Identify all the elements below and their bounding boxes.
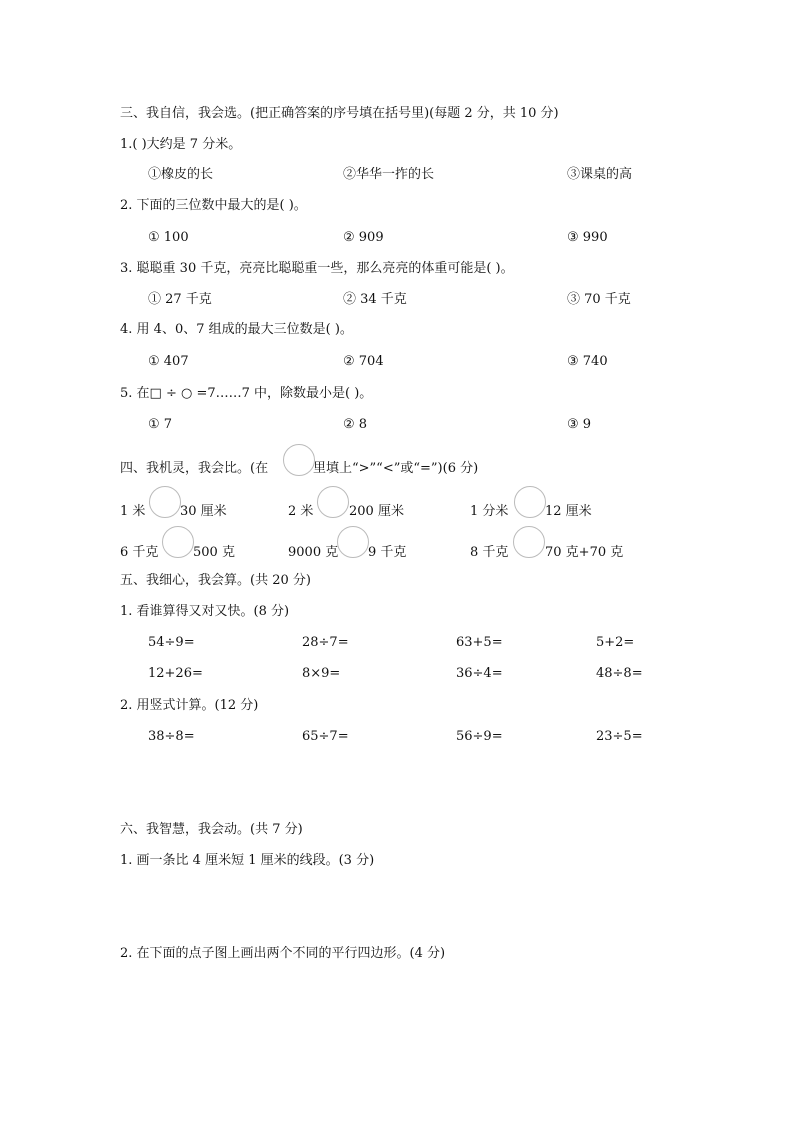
- calc-item: 38÷8=: [148, 729, 195, 744]
- calc-item: 5+2=: [596, 635, 635, 650]
- q3-text: 3. 聪聪重 30 千克，亮亮比聪聪重一些，那么亮亮的体重可能是( )。: [120, 261, 514, 276]
- compare-3-answer-circle[interactable]: [514, 486, 546, 518]
- calc-item: 28÷7=: [302, 635, 349, 650]
- compare-2-answer-circle[interactable]: [317, 486, 349, 518]
- section-6-sub2: 2. 在下面的点子图上画出两个不同的平行四边形。(4 分): [120, 946, 446, 961]
- title-circle-icon: [283, 444, 315, 476]
- section-4-title-a: 四、我机灵，我会比。(在: [120, 461, 269, 476]
- calc-item: 54÷9=: [148, 635, 195, 650]
- q5-option-c: ③ 9: [567, 417, 592, 432]
- calc-item: 48÷8=: [596, 666, 643, 681]
- section-5-sub1: 1. 看谁算得又对又快。(8 分): [120, 604, 290, 619]
- q1-text: 1.( )大约是 7 分米。: [120, 137, 242, 152]
- calc-item: 12+26=: [148, 666, 203, 681]
- q1-option-a: ①橡皮的长: [148, 167, 214, 182]
- calc-item: 36÷4=: [456, 666, 503, 681]
- section-3-title: 三、我自信，我会选。(把正确答案的序号填在括号里)(每题 2 分，共 10 分): [120, 106, 559, 121]
- section-6-sub1: 1. 画一条比 4 厘米短 1 厘米的线段。(3 分): [120, 853, 375, 868]
- q2-option-a: ① 100: [148, 230, 189, 245]
- section-6-title: 六、我智慧，我会动。(共 7 分): [120, 822, 303, 837]
- q3-option-a: ① 27 千克: [148, 292, 212, 307]
- calc-item: 63+5=: [456, 635, 503, 650]
- compare-3-left: 1 分米: [470, 504, 509, 519]
- compare-4-left: 6 千克: [120, 545, 159, 560]
- calc-item: 23÷5=: [596, 729, 643, 744]
- compare-2-left: 2 米: [288, 504, 314, 519]
- section-5-title: 五、我细心，我会算。(共 20 分): [120, 573, 311, 588]
- q4-option-a: ① 407: [148, 354, 189, 369]
- calc-item: 65÷7=: [302, 729, 349, 744]
- compare-5-answer-circle[interactable]: [337, 526, 369, 558]
- calc-item: 56÷9=: [456, 729, 503, 744]
- compare-1-right: 30 厘米: [180, 504, 227, 519]
- compare-6-answer-circle[interactable]: [513, 526, 545, 558]
- compare-2-right: 200 厘米: [349, 504, 404, 519]
- compare-5-left: 9000 克: [288, 545, 339, 560]
- section-5-sub2: 2. 用竖式计算。(12 分): [120, 698, 259, 713]
- q3-option-c: ③ 70 千克: [567, 292, 631, 307]
- q4-option-c: ③ 740: [567, 354, 608, 369]
- compare-4-right: 500 克: [193, 545, 235, 560]
- compare-1-answer-circle[interactable]: [149, 486, 181, 518]
- q1-option-c: ③课桌的高: [567, 167, 633, 182]
- compare-6-left: 8 千克: [470, 545, 509, 560]
- compare-5-right: 9 千克: [368, 545, 407, 560]
- compare-1-left: 1 米: [120, 504, 146, 519]
- q5-text: 5. 在□ ÷ ○ =7……7 中，除数最小是( )。: [120, 386, 373, 401]
- section-4-title-b: 里填上“>”“<”或“=”)(6 分): [313, 461, 479, 476]
- q2-option-c: ③ 990: [567, 230, 608, 245]
- q4-option-b: ② 704: [343, 354, 384, 369]
- compare-4-answer-circle[interactable]: [162, 526, 194, 558]
- compare-3-right: 12 厘米: [545, 504, 592, 519]
- compare-6-right: 70 克+70 克: [545, 545, 624, 560]
- q2-option-b: ② 909: [343, 230, 384, 245]
- q1-option-b: ②华华一拃的长: [343, 167, 435, 182]
- q3-option-b: ② 34 千克: [343, 292, 407, 307]
- q2-text: 2. 下面的三位数中最大的是( )。: [120, 198, 307, 213]
- calc-item: 8×9=: [302, 666, 341, 681]
- q5-option-a: ① 7: [148, 417, 173, 432]
- q5-option-b: ② 8: [343, 417, 368, 432]
- q4-text: 4. 用 4、0、7 组成的最大三位数是( )。: [120, 322, 353, 337]
